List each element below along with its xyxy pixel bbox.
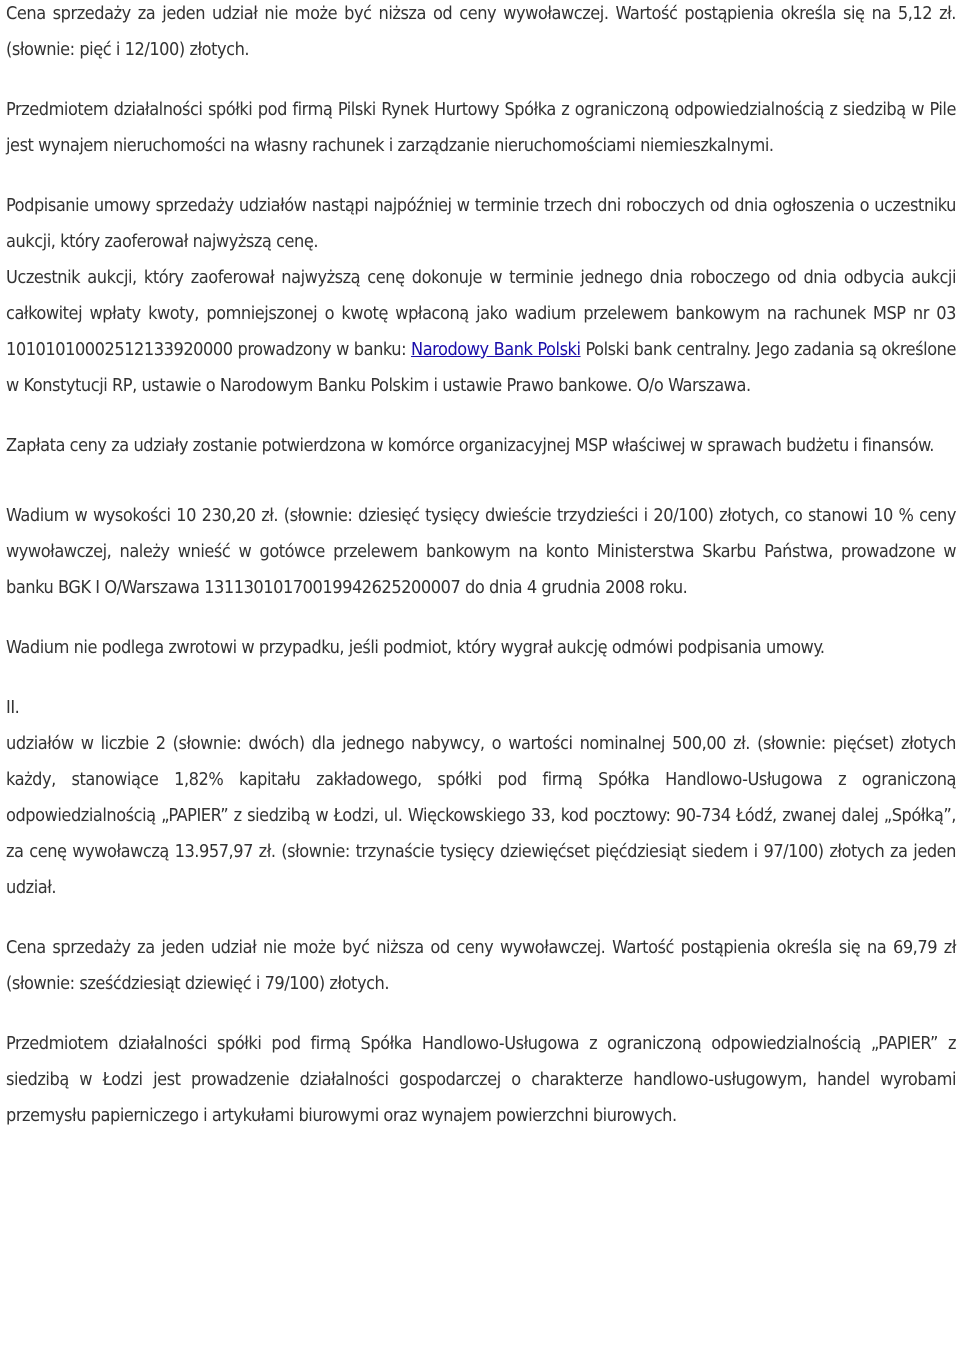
payment-terms-text: Uczestnik aukcji, który zaoferował najwyższą cenę dokonuje w terminie jednego dnia roboczego od dnia odbycia aukcji całkowitej wpłaty kwoty, pomniejszonej o kwotę wpłaconą jako wadium przelewem bankowym na rachunek MSP nr 03 10101010002512133920000 prowadzony w banku: [6,267,956,360]
section-number: II. [6,697,20,718]
paragraph-payment-terms [6,260,956,404]
paragraph-deposit-non-refundable: Wadium nie podlega zwrotowi w przypadku, jeśli podmiot, który wygrał aukcję odmówi podpisania umowy. [6,637,825,658]
paragraph-company-activity-1: Przedmiotem działalności spółki pod firmą Pilski Rynek Hurtowy Spółka z ograniczoną odpowiedzialnością z siedzibą w Pile jest wynajem nieruchomości na własny rachunek i zarządzanie nieruchomościami niemieszkalnymi. [6,99,956,156]
paragraph-bid-increment-1: Cena sprzedaży za jeden udział nie może być niższa od ceny wywoławczej. Wartość postąpienia określa się na 5,12 zł. (słownie: pięć i 12/100) złotych. [6,3,956,60]
paragraph-shares-offer: udziałów w liczbie 2 (słownie: dwóch) dla jednego nabywcy, o wartości nominalnej 500,00 zł. (słownie: pięćset) złotych każdy, stanowiące 1,82% kapitału zakładowego, spółki pod firmą Spółka Handlowo-Usługowa z ograniczoną odpowiedzialnością „PAPIER” z siedzibą w Łodzi, ul. Więckowskiego 33, kod pocztowy: 90-734 Łódź, zwanej dalej „Spółką”, za cenę wywoławczą 13.957,97 zł. (słownie: trzynaście tysięcy dziewięćset pięćdziesiąt siedem i 97/100) złotych za jeden udział. [6,733,956,898]
paragraph-payment-confirmation: Zapłata ceny za udziały zostanie potwierdzona w komórce organizacyjnej MSP właściwej w sprawach budżetu i finansów. [6,435,934,456]
paragraph-bid-increment-2: Cena sprzedaży za jeden udział nie może być niższa od ceny wywoławczej. Wartość postąpienia określa się na 69,79 zł (słownie: sześćdziesiąt dziewięć i 79/100) złotych. [6,937,956,994]
paragraph-contract-signing: Podpisanie umowy sprzedaży udziałów nastąpi najpóźniej w terminie trzech dni roboczych od dnia ogłoszenia o uczestniku aukcji, który zaoferował najwyższą cenę. [6,195,956,252]
paragraph-deposit: Wadium w wysokości 10 230,20 zł. (słownie: dziesięć tysięcy dwieście trzydzieści i 20/100) złotych, co stanowi 10 % ceny wywoławczej, należy wnieść w gotówce przelewem bankowym na konto Ministerstwa Skarbu Państwa, prowadzone w banku BGK I O/Warszawa 13113010170019942625200007 do dnia 4 grudnia 2008 roku. [6,505,956,598]
paragraph-company-activity-2: Przedmiotem działalności spółki pod firmą Spółka Handlowo-Usługowa z ograniczoną odpowiedzialnością „PAPIER” z siedzibą w Łodzi jest prowadzenie działalności gospodarczej o charakterze handlowo-usługowym, handel wyrobami przemysłu papierniczego i artykułami biurowymi oraz wynajem powierzchni biurowych. [6,1033,956,1126]
narodowy-bank-polski-link[interactable]: Narodowy Bank Polski [411,339,581,360]
payment-terms-text-continued: Polski bank centralny. Jego zadania są określone w Konstytucji RP, ustawie o Narodowym Banku Polskim i ustawie Prawo bankowe. O/o Warszawa. [6,339,956,396]
document-page [6,0,956,1134]
